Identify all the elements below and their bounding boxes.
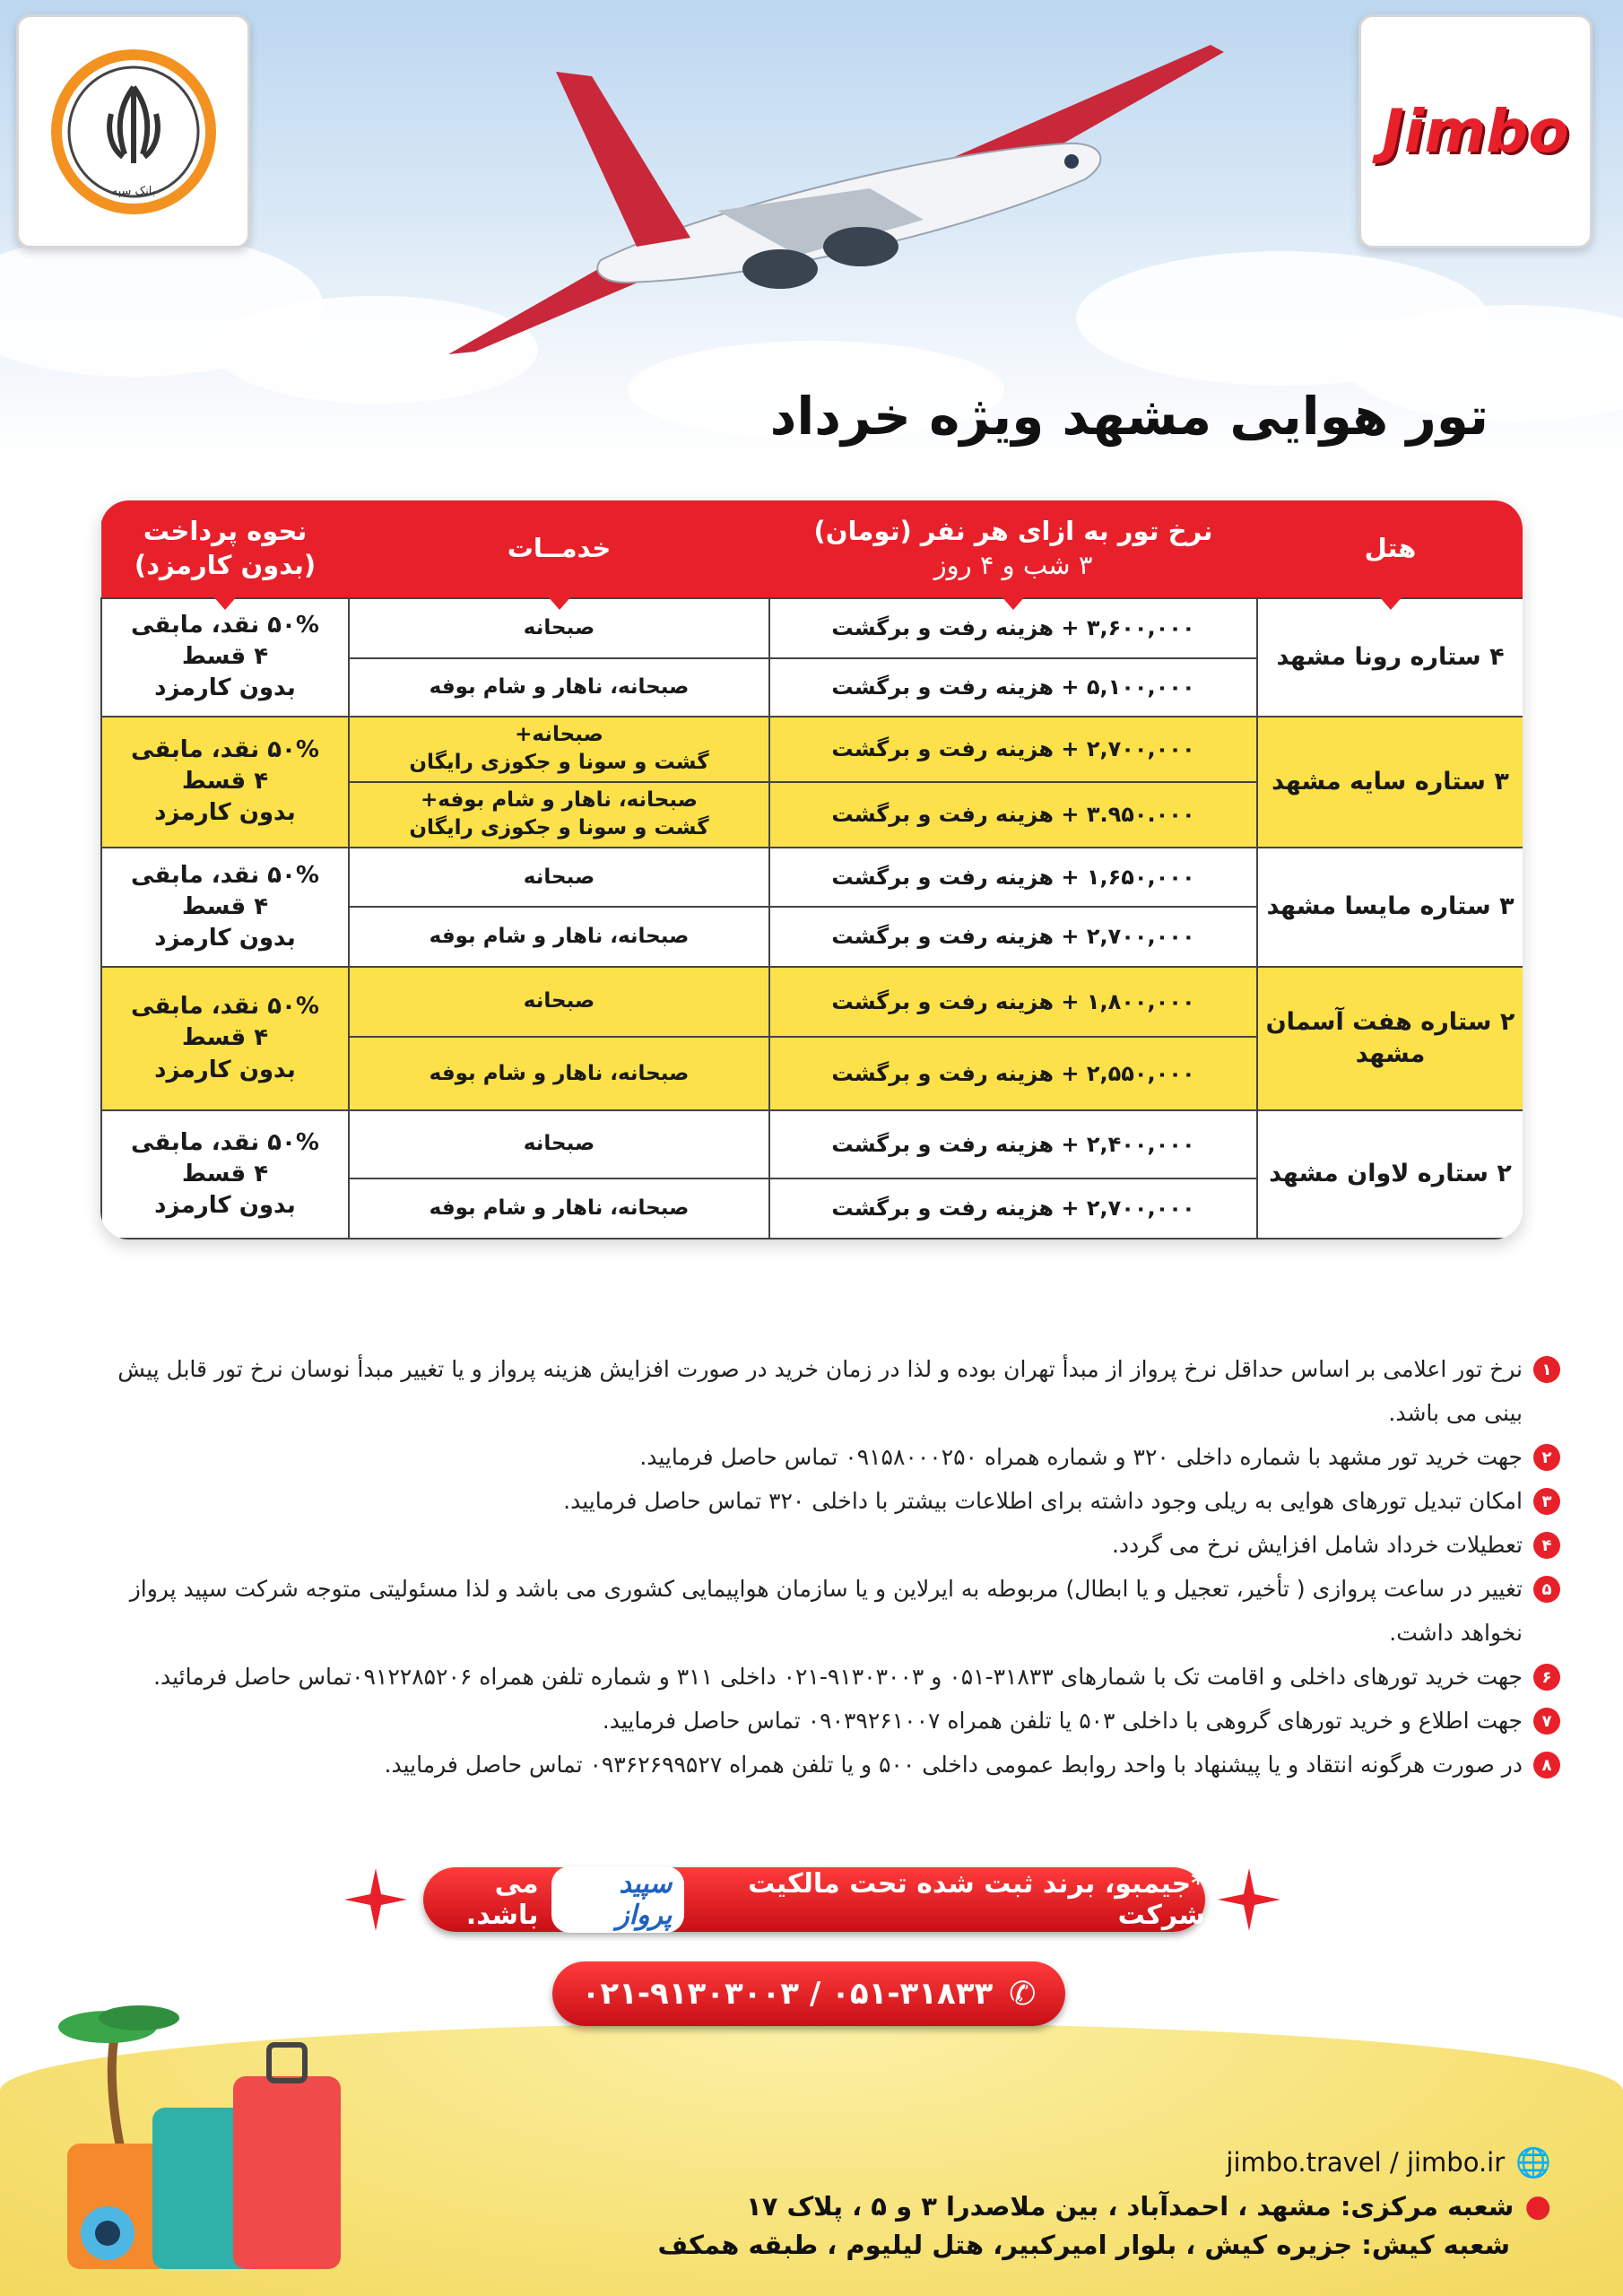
brand-ownership-banner	[423, 1867, 1205, 1932]
note-text: جهت خرید تورهای داخلی و اقامت تک با شمارهای ۳۱۸۳۳-۰۵۱ و ۹۱۳۰۳۰۰۳-۰۲۱ داخلی ۳۱۱ و شماره تلفن همراه ۰۹۱۲۲۸۵۲۰۶تماس حاصل فرمائید.	[153, 1664, 1523, 1690]
airplane-illustration	[421, 36, 1228, 368]
bank-sepah-logo	[16, 14, 250, 248]
notes-list	[90, 1347, 1560, 1787]
hotel-cell: ۳ ستاره مایسا مشهد	[1257, 848, 1523, 967]
address-kish-text: شعبه کیش: جزیره کیش ، بلوار امیرکبیر، هتل لیلیوم ، طبقه همکف	[657, 2230, 1510, 2260]
note-text: در صورت هرگونه انتقاد و یا پیشنهاد با واحد روابط عمومی داخلی ۵۰۰ و یا تلفن همراه ۰۹۳۶۲۶۹۹۵۲۷ تماس حاصل فرمایید.	[384, 1752, 1523, 1778]
price-cell: ۳,۶۰۰,۰۰۰ + هزینه رفت و برگشت	[769, 598, 1257, 658]
header-hotel: هتل	[1257, 500, 1523, 598]
service-cell: صبحانه+ گشت و سونا و جکوزی رایگان	[349, 717, 769, 782]
globe-icon: 🌐	[1515, 2145, 1551, 2179]
bank-emblem-icon	[44, 42, 223, 222]
price-cell: ۲,۵۵۰,۰۰۰ + هزینه رفت و برگشت	[769, 1037, 1257, 1110]
website-text: jimbo.travel / jimbo.ir	[1226, 2147, 1506, 2178]
travel-luggage-illustration	[54, 1991, 377, 2278]
note-number: ۶	[1533, 1664, 1560, 1691]
table-row	[101, 967, 1523, 1037]
page-title: تور هوایی مشهد ویژه خرداد	[769, 386, 1488, 447]
address-main-text: شعبه مرکزی: مشهد ، احمدآباد ، بین ملاصدرا ۳ و ۵ ، پلاک ۱۷	[745, 2191, 1515, 2222]
price-cell: ۲,۷۰۰,۰۰۰ + هزینه رفت و برگشت	[769, 1178, 1257, 1239]
table-row	[101, 1110, 1523, 1178]
service-cell: صبحانه، ناهار و شام بوفه	[349, 907, 769, 966]
payment-cell: ۵۰% نقد، مابقی ۴ قسط بدون کارمزد	[101, 848, 349, 967]
banner-suffix: می باشد.	[465, 1868, 539, 1931]
list-item	[90, 1347, 1560, 1435]
list-item	[90, 1743, 1560, 1787]
table-row	[101, 598, 1523, 658]
payment-cell: ۵۰% نقد، مابقی ۴ قسط بدون کارمزد	[101, 1110, 349, 1239]
note-number: ۱	[1533, 1356, 1560, 1383]
hotel-cell: ۳ ستاره سایه مشهد	[1257, 717, 1523, 848]
note-number: ۸	[1533, 1752, 1560, 1779]
service-cell: صبحانه	[349, 848, 769, 907]
sparkle-icon	[1218, 1868, 1280, 1931]
note-text: نرخ تور اعلامی بر اساس حداقل نرخ پرواز از مبدأ تهران بوده و لذا در زمان خرید در صورت افزایش هزینه پرواز و یا تغییر مبدأ نوسان نرخ تور قابل پیش بینی می باشد.	[117, 1356, 1523, 1426]
service-cell: صبحانه، ناهار و شام بوفه+ گشت و سونا و جکوزی رایگان	[349, 782, 769, 848]
note-text: جهت اطلاع و خرید تورهای گروهی با داخلی ۵۰۳ یا تلفن همراه ۰۹۰۳۹۲۶۱۰۰۷ تماس حاصل فرمایید.	[602, 1708, 1523, 1734]
list-item	[90, 1479, 1560, 1523]
list-item	[90, 1699, 1560, 1743]
table-row	[101, 717, 1523, 782]
list-item	[90, 1567, 1560, 1655]
service-cell: صبحانه	[349, 598, 769, 658]
price-cell: ۱,۶۵۰,۰۰۰ + هزینه رفت و برگشت	[769, 848, 1257, 907]
tour-price-table	[100, 500, 1523, 1239]
list-item	[90, 1655, 1560, 1699]
service-cell: صبحانه، ناهار و شام بوفه	[349, 1037, 769, 1110]
list-item	[90, 1523, 1560, 1567]
payment-cell: ۵۰% نقد، مابقی ۴ قسط بدون کارمزد	[101, 717, 349, 848]
phone-banner	[552, 1961, 1065, 2026]
price-cell: ۲,۴۰۰,۰۰۰ + هزینه رفت و برگشت	[769, 1110, 1257, 1178]
phone-numbers: ۰۵۱-۳۱۸۳۳ / ۰۲۱-۹۱۳۰۳۰۰۳	[581, 1976, 994, 2012]
address-kish	[657, 2230, 1551, 2260]
payment-cell: ۵۰% نقد، مابقی ۴ قسط بدون کارمزد	[101, 967, 349, 1111]
service-cell: صبحانه، ناهار و شام بوفه	[349, 658, 769, 716]
table-row	[101, 848, 1523, 907]
bank-logo-text: بانک سپه	[111, 184, 155, 198]
address-main	[746, 2188, 1551, 2224]
list-item	[90, 1435, 1560, 1479]
price-cell: ۳.۹۵۰.۰۰۰ + هزینه رفت و برگشت	[769, 782, 1257, 848]
note-text: جهت خرید تور مشهد با شماره داخلی ۳۲۰ و شماره همراه ۰۹۱۵۸۰۰۰۲۵۰ تماس حاصل فرمایید.	[639, 1444, 1523, 1470]
jimbo-logo	[1358, 14, 1593, 248]
service-cell: صبحانه، ناهار و شام بوفه	[349, 1178, 769, 1239]
note-number: ۳	[1533, 1488, 1560, 1515]
hotel-cell: ۲ ستاره هفت آسمان مشهد	[1257, 967, 1523, 1111]
location-pin-icon: ●	[1524, 2188, 1551, 2224]
header-price: نرخ تور به ازای هر نفر (تومان) ۳ شب و ۴ روز	[769, 500, 1257, 598]
note-text: تعطیلات خرداد شامل افزایش نرخ می گردد.	[1111, 1532, 1523, 1558]
note-number: ۴	[1533, 1532, 1560, 1559]
company-name: سپید پرواز	[551, 1866, 685, 1933]
phone-icon: ✆	[1009, 1975, 1037, 2013]
header-services: خدمــات	[349, 500, 769, 598]
note-number: ۵	[1533, 1576, 1560, 1603]
sparkle-icon	[344, 1868, 407, 1931]
service-cell: صبحانه	[349, 1110, 769, 1178]
hotel-cell: ۴ ستاره رونا مشهد	[1257, 598, 1523, 717]
note-text: امکان تبدیل تورهای هوایی به ریلی وجود داشته برای اطلاعات بیشتر با داخلی ۳۲۰ تماس حاصل فرمایید.	[563, 1488, 1523, 1514]
price-cell: ۵,۱۰۰,۰۰۰ + هزینه رفت و برگشت	[769, 658, 1257, 716]
note-number: ۷	[1533, 1708, 1560, 1735]
price-cell: ۲,۷۰۰,۰۰۰ + هزینه رفت و برگشت	[769, 717, 1257, 782]
price-cell: ۱,۸۰۰,۰۰۰ + هزینه رفت و برگشت	[769, 967, 1257, 1037]
service-cell: صبحانه	[349, 967, 769, 1037]
jimbo-logo-text: Jimbo	[1382, 97, 1569, 166]
note-text: تغییر در ساعت پروازی ( تأخیر، تعجیل و یا ابطال) مربوطه به ایرلاین و یا سازمان هواپیمایی کشوری می باشد و لذا مسئولیتی متوجه شرکت سپید پرواز نخواهد داشت.	[129, 1576, 1523, 1646]
note-number: ۲	[1533, 1444, 1560, 1471]
payment-cell: ۵۰% نقد، مابقی ۴ قسط بدون کارمزد	[101, 598, 349, 717]
hotel-cell: ۲ ستاره لاوان مشهد	[1257, 1110, 1523, 1239]
header-payment: نحوه پرداخت (بدون کارمزد)	[101, 500, 349, 598]
banner-text: *جیمبو، برند ثبت شده تحت مالکیت شرکت	[748, 1868, 1205, 1931]
website-line	[1226, 2145, 1551, 2179]
price-cell: ۲,۷۰۰,۰۰۰ + هزینه رفت و برگشت	[769, 907, 1257, 966]
